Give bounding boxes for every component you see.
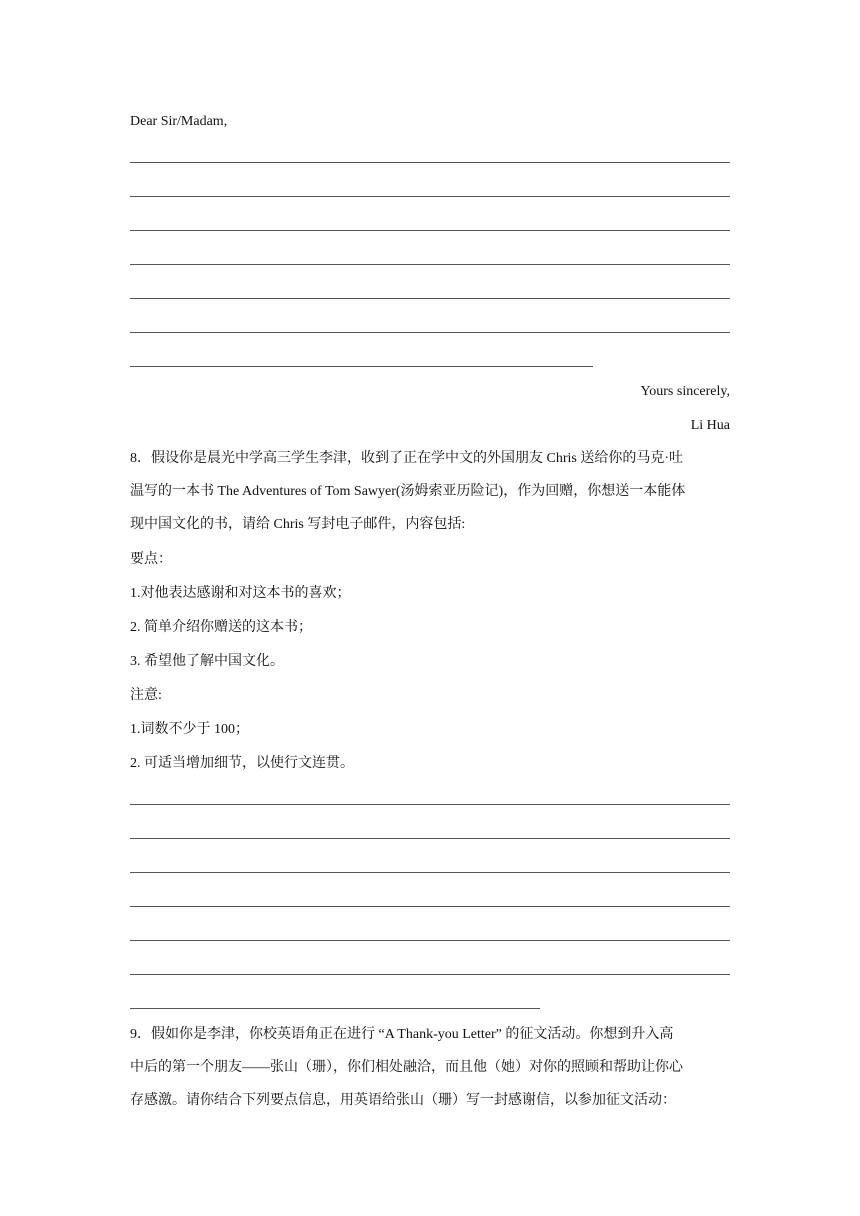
writing-line: [130, 230, 730, 231]
writing-line: [130, 804, 730, 805]
writing-line: [130, 264, 730, 265]
writing-line: [130, 906, 730, 907]
notes-heading: 注意:: [130, 688, 162, 703]
question-8-prompt: [130, 442, 730, 541]
note-item: 1.词数不少于 100；: [130, 722, 249, 737]
point-item: 3. 希望他了解中国文化。: [130, 654, 284, 669]
writing-line: [130, 872, 730, 873]
letter-greeting: Dear Sir/Madam,: [130, 114, 228, 129]
point-item: 1.对他表达感谢和对这本书的喜欢；: [130, 586, 351, 601]
letter-signature: Li Hua: [690, 418, 730, 433]
question-9-prompt-line: 存感激。请你结合下列要点信息，用英语给张山（珊）写一封感谢信，以参加征文活动：: [130, 1093, 676, 1108]
question-8-prompt-line: 温写的一本书 The Adventures of Tom Sawyer(汤姆索亚历险记)，作为回赠，你想送一本能体: [130, 484, 686, 499]
writing-line: [130, 196, 730, 197]
writing-line: [130, 162, 730, 163]
writing-line-short: [130, 366, 593, 367]
point-item: 2. 简单介绍你赠送的这本书；: [130, 620, 312, 635]
question-9-prompt-line: 中后的第一个朋友——张山（珊），你们相处融洽，而且他（她）对你的照顾和帮助让你心: [130, 1060, 683, 1075]
question-9-prompt: [130, 1018, 730, 1117]
points-heading: 要点：: [130, 552, 172, 567]
note-item: 2. 可适当增加细节，以使行文连贯。: [130, 756, 354, 771]
question-9-prompt-line: 9．假如你是李津，你校英语角正在进行 “A Thank-you Letter” 的征文活动。你想到升入高: [130, 1027, 674, 1042]
writing-line: [130, 974, 730, 975]
question-8-prompt-line: 8．假设你是晨光中学高三学生李津，收到了正在学中文的外国朋友 Chris 送给你的马克·吐: [130, 451, 683, 466]
letter-closing: Yours sincerely,: [640, 384, 730, 399]
writing-line: [130, 298, 730, 299]
writing-line: [130, 332, 730, 333]
question-8-prompt-line: 现中国文化的书，请给 Chris 写封电子邮件，内容包括:: [130, 517, 466, 532]
writing-line: [130, 838, 730, 839]
writing-line-short: [130, 1008, 540, 1009]
writing-line: [130, 940, 730, 941]
